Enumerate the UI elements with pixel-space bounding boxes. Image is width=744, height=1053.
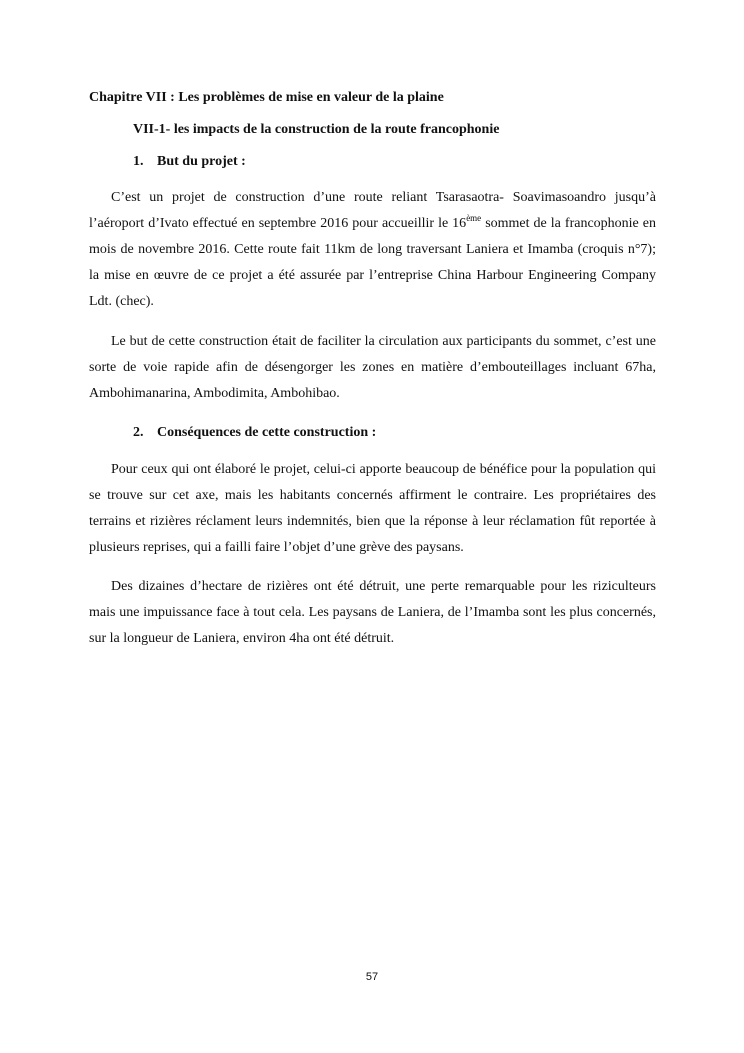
- paragraph-text: C’est un projet de construction d’une route reliant Tsarasaotra- Soavimasoandro jusqu’à l’aéroport d’Ivato effectué en septembre 2016 pour accueillir le 16: [89, 190, 656, 231]
- subsection-title: Conséquences de cette construction :: [157, 425, 377, 440]
- paragraph-1: [89, 185, 656, 315]
- chapter-title: Chapitre VII : Les problèmes de mise en valeur de la plaine: [89, 90, 444, 105]
- paragraph-2: Le but de cette construction était de faciliter la circulation aux participants du sommet, c’est une sorte de voie rapide afin de désengorger les zones en matière d’embouteillages incluant 67ha, Ambohimanarina, Ambodimita, Ambohibao.: [89, 334, 656, 401]
- paragraph-3: Pour ceux qui ont élaboré le projet, celui-ci apporte beaucoup de bénéfice pour la population qui se trouve sur cet axe, mais les habitants concernés affirment le contraire. Les propriétaires des terrains et rizières réclament leurs indemnités, bien que la réponse à leur réclamation fût reportée à plusieurs reprises, qui a failli faire l’objet d’une grève des paysans.: [89, 462, 656, 555]
- subsection-heading-1: [133, 153, 653, 171]
- page-number: 57: [365, 971, 379, 983]
- section-title: VII-1- les impacts de la construction de la route francophonie: [133, 122, 500, 137]
- paragraph-4: Des dizaines d’hectare de rizières ont été détruit, une perte remarquable pour les riziculteurs mais une impuissance face à tout cela. Les paysans de Laniera, de l’Imamba sont les plus concernés, sur la longueur de Laniera, environ 4ha ont été détruit.: [89, 579, 656, 646]
- subsection-title: But du projet :: [157, 154, 246, 169]
- superscript: ème: [466, 213, 482, 223]
- subsection-heading-2: [133, 424, 653, 442]
- subsection-number: 2.: [133, 425, 144, 440]
- subsection-number: 1.: [133, 154, 144, 169]
- paragraph-text: sommet de la francophonie en mois de novembre 2016. Cette route fait 11km de long traversant Laniera et Imamba (croquis n°7); la mise en œuvre de ce projet a été assurée par l’entreprise China Harbour Engineering Company Ldt. (chec).: [89, 216, 656, 309]
